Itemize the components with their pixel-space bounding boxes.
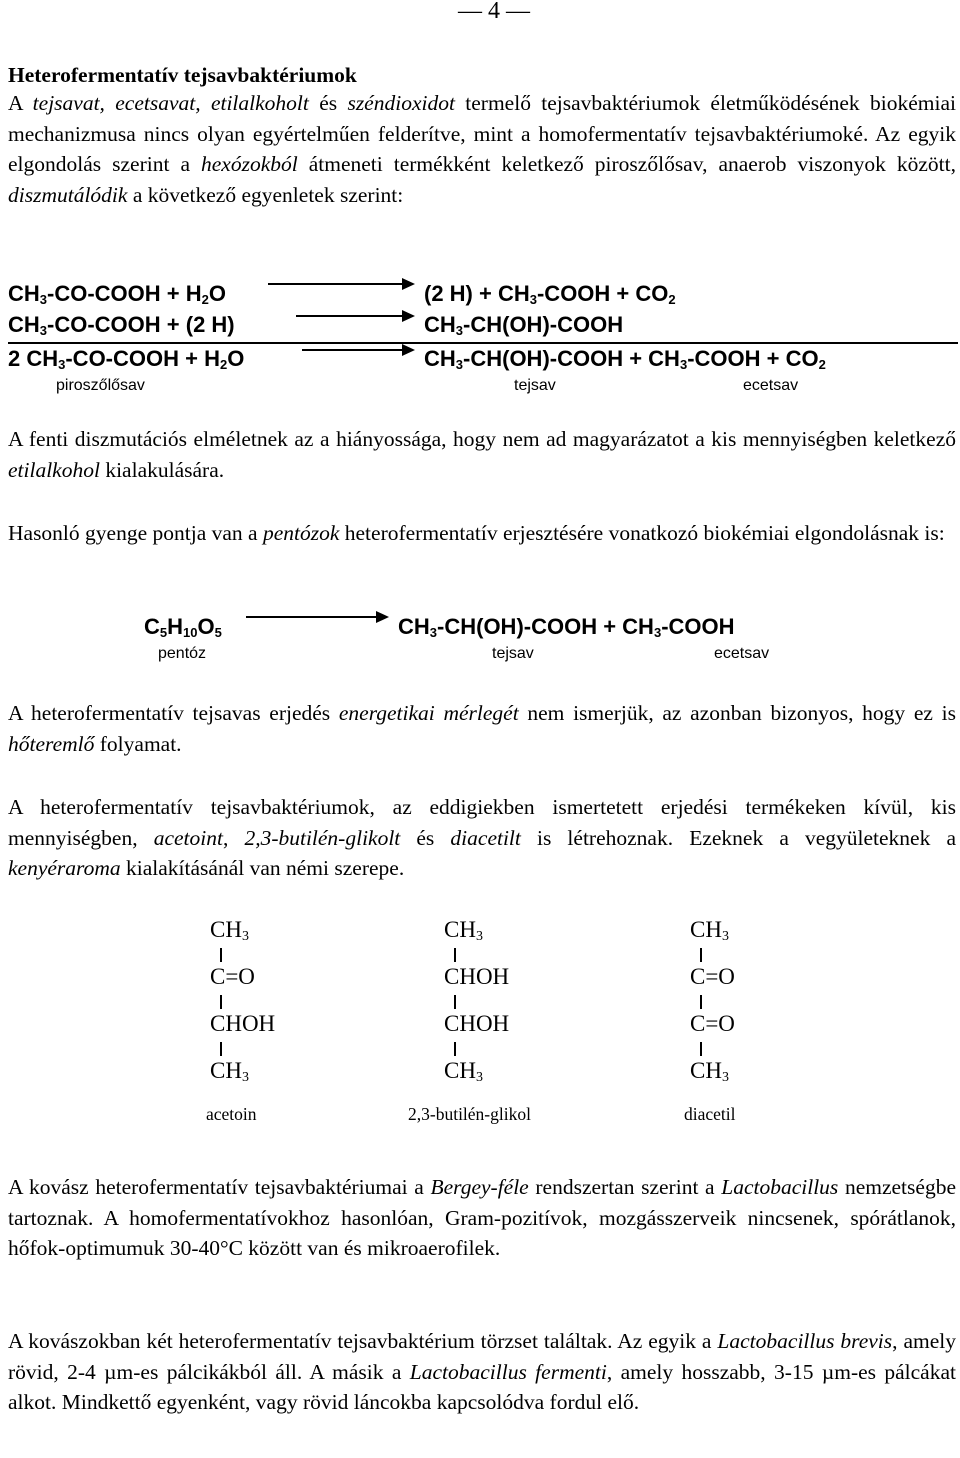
- structure-2-row-1: $CH_3$: [444, 917, 483, 944]
- bond-line: [700, 1042, 702, 1056]
- paragraph-torzsek: A kovászokban két heterofermentatív tejsavbaktérium törzset találtak. Az egyik a Lactobacillus brevis, amely rövid, 2-4 µm-es pálcikákból áll. A másik a Lactobacillus fermenti, amely hosszabb, 3-15 µm-es pálcákat alkot. Mindkettő egyenként, vagy rövid láncokba kapcsolódva fordul elő.: [8, 1329, 956, 1414]
- bond-line: [220, 1042, 222, 1056]
- structure-1-row-2: C=O: [210, 964, 255, 989]
- label-tejsav: tejsav: [514, 377, 556, 394]
- bond-line: [220, 948, 222, 962]
- structure-3-row-4: $CH_3$: [690, 1058, 729, 1085]
- equation-2-right: $CH_3-CH(OH)$-COOH: [424, 312, 624, 338]
- paragraph-termekek: A heterofermentatív tejsavbaktériumok, az eddigiekben ismertetett erjedési termékeken kívül, kis mennyiségben, acetoint, 2,3-butilén-glikolt és diacetilt is létrehoznak. Ezeknek a vegyületeknek a kenyéraroma kialakításánál van némi szerepe.: [8, 795, 956, 880]
- equation-pentoz-right: $CH_3-CH(OH)$-COOH + $CH_3$-COOH: [398, 614, 735, 640]
- structure-3-row-1: $CH_3$: [690, 917, 729, 944]
- structure-3-row-2: C=O: [690, 964, 735, 989]
- paragraph-intro: A tejsavat, ecetsavat, etilalkoholt és széndioxidot termelő tejsavbaktériumok életműködésének biokémiai mechanizmusa nincs olyan egyértelműen felderítve, mint a homofermentatív tejsavbaktériumoké. Az egyik elgondolás szerint a hexózokból átmeneti termékként keletkező piroszőlősav, anaerob viszonyok között, diszmutálódik a következő egyenletek szerint:: [8, 91, 956, 207]
- reaction-arrow-3: [302, 349, 412, 351]
- structure-2-row-4: $CH_3$: [444, 1058, 483, 1085]
- label-piroszolosav: piroszőlősav: [56, 377, 145, 394]
- reaction-arrow-pentoz: [246, 616, 386, 618]
- structure-2-row-3: CHOH: [444, 1011, 510, 1036]
- bond-line: [454, 995, 456, 1009]
- structure-label: acetoin: [206, 1104, 257, 1124]
- structure-label: 2,3-butilén-glikol: [408, 1104, 531, 1124]
- equation-pentoz-left: $C_5H_{10}O_5$: [144, 614, 222, 640]
- section-title: Heterofermentatív tejsavbaktériumok: [8, 63, 357, 87]
- equation-2-left: $CH_3-CO$-COOH + (2 H): [8, 312, 235, 338]
- equation-sum-rule: [8, 342, 958, 344]
- label-tejsav-2: tejsav: [492, 645, 534, 662]
- structure-1-row-1: $CH_3$: [210, 917, 249, 944]
- paragraph-energetika: A heterofermentatív tejsavas erjedés energetikai mérlegét nem ismerjük, az azonban bizonyos, hogy ez is hőteremlő folyamat.: [8, 701, 956, 756]
- paragraph-pentozok: Hasonló gyenge pontja van a pentózok heterofermentatív erjesztésére vonatkozó biokémiai elgondolásnak is:: [8, 521, 945, 545]
- reaction-arrow-1: [268, 283, 412, 285]
- structure-3-row-3: C=O: [690, 1011, 735, 1036]
- structure-1-row-3: CHOH: [210, 1011, 276, 1036]
- equation-1-right: (2 $H) + CH_3$-COOH + $CO_2$: [424, 281, 676, 307]
- page-number: — 4 —: [458, 0, 530, 24]
- structure-label: diacetil: [684, 1104, 736, 1124]
- label-ecetsav: ecetsav: [743, 377, 799, 394]
- bond-line: [700, 995, 702, 1009]
- reaction-arrow-2: [296, 315, 412, 317]
- label-ecetsav-2: ecetsav: [714, 645, 770, 662]
- label-pentoz: pentóz: [158, 645, 207, 662]
- structure-1-row-4: $CH_3$: [210, 1058, 249, 1085]
- bond-line: [220, 995, 222, 1009]
- paragraph-diszmutacio: A fenti diszmutációs elméletnek az a hiányossága, hogy nem ad magyarázatot a kis mennyiségben keletkező etilalkohol kialakulására.: [8, 427, 956, 482]
- structure-2-row-2: CHOH: [444, 964, 510, 989]
- bond-line: [454, 948, 456, 962]
- equation-3-right: $CH_3-CH(OH)$-COOH + $CH_3$-COOH + $CO_2$: [424, 346, 826, 372]
- equation-3-left: 2 $CH_3-CO$-COOH + $H_2O$: [8, 346, 245, 372]
- paragraph-kovasz: A kovász heterofermentatív tejsavbaktériumai a Bergey-féle rendszertan szerint a Lactobacillus nemzetségbe tartoznak. A homofermentatívokhoz hasonlóan, Gram-pozitívok, mozgásszerveik nincsenek, spórátlanok, hőfok-optimumuk 30-40°C között van és mikroaerofilek.: [8, 1175, 956, 1260]
- bond-line: [700, 948, 702, 962]
- equation-1-left: $CH_3-CO$-COOH + $H_2O$: [8, 281, 226, 307]
- bond-line: [454, 1042, 456, 1056]
